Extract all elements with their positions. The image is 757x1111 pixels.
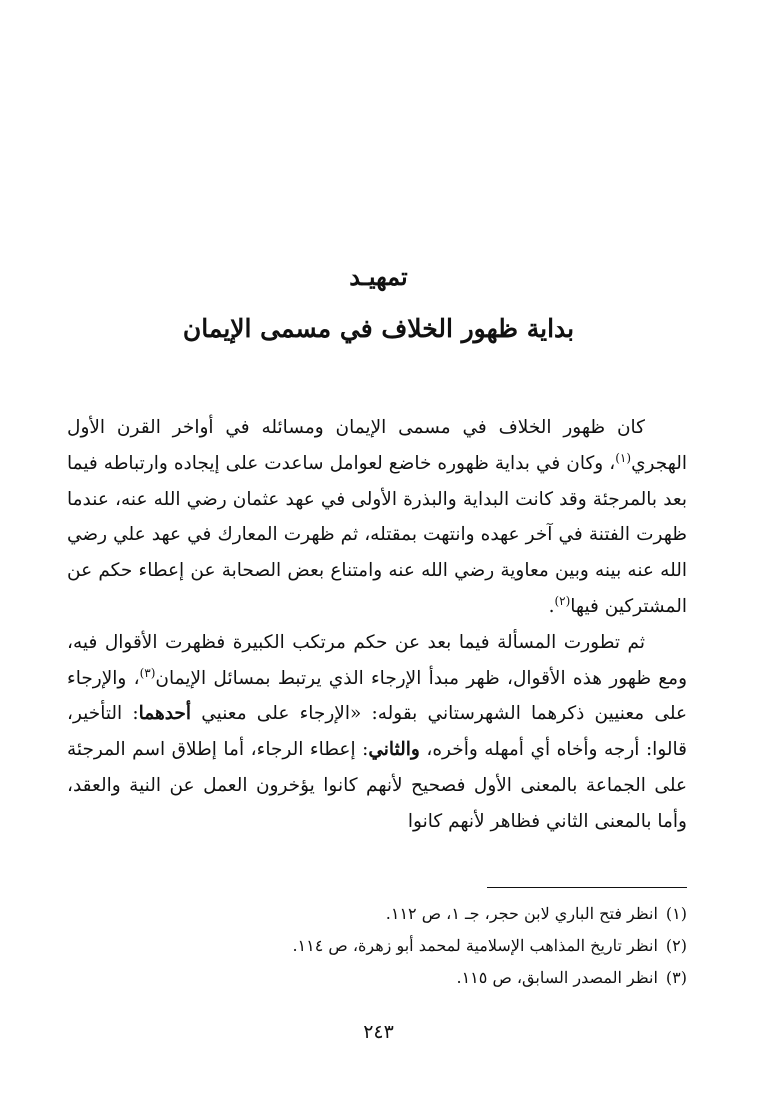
- footnote-divider: [487, 887, 687, 888]
- footnote-text: انظر المصدر السابق، ص ١١٥.: [456, 968, 658, 987]
- text-run: ، وكان في بداية ظهوره خاضع لعوامل ساعدت على إيجاده وارتباطه فيما بعد بالمرجئة وقد كانت البداية والبذرة الأولى في عهد عثمان رضي الله عنه، عندما ظهرت الفتنة في آخر عهده وانتهت بمقتله، ثم ظهرت المعارك في عهد علي رضي الله عنه بينه وبين معاوية رضي الله عنه وامتناع بعض الصحابة عن إعطاء حكم عن المشتركين فيها: [67, 452, 687, 617]
- bold-term: والثاني: [368, 739, 420, 761]
- footnotes: [67, 898, 687, 994]
- text-run: ، والإرجاء على معنيين ذكرهما الشهرستاني بقوله: «الإرجاء على معنيي: [67, 667, 687, 725]
- chapter-title: تمهيـد: [349, 262, 408, 291]
- footnote-number: (٣): [665, 968, 687, 987]
- bold-term: أحدهما: [138, 703, 191, 725]
- text-run: .: [548, 595, 555, 617]
- footnote-ref-1: (١): [615, 450, 632, 465]
- footnote-3: [67, 962, 687, 994]
- footnote-text: انظر فتح الباري لابن حجر، جـ ١، ص ١١٢.: [385, 904, 658, 923]
- footnote-ref-2: (٢): [554, 593, 571, 608]
- body-text: [67, 410, 687, 840]
- text-run: كان ظهور الخلاف في مسمى الإيمان ومسائله في أواخر القرن الأول الهجري: [67, 417, 687, 474]
- text-run: : إعطاء الرجاء، أما إطلاق اسم المرجئة على الجماعة بالمعنى الأول فصحيح لأنهم كانوا يؤخرون العمل عن النية والعقد، وأما بالمعنى الثاني فظاهر لأنهم كانوا: [67, 739, 687, 832]
- footnote-number: (١): [665, 904, 687, 923]
- chapter-subtitle: بداية ظهور الخلاف في مسمى الإيمان: [182, 314, 575, 343]
- paragraph-2: [67, 625, 687, 840]
- text-run: : التأخير، قالوا: أرجه وأخاه أي أمهله وأخره،: [67, 703, 687, 761]
- footnote-2: [67, 930, 687, 962]
- page-number: ٢٤٣: [363, 1021, 394, 1043]
- footnote-1: [67, 898, 687, 930]
- footnote-text: انظر تاريخ المذاهب الإسلامية لمحمد أبو زهرة، ص ١١٤.: [292, 936, 658, 955]
- text-run: ثم تطورت المسألة فيما بعد عن حكم مرتكب الكبيرة فظهرت الأقوال فيه، ومع ظهور هذه الأقوال، ظهر مبدأ الإرجاء الذي يرتبط بمسائل الإيمان: [67, 631, 687, 689]
- footnote-number: (٢): [665, 936, 687, 955]
- footnote-ref-3: (٣): [139, 665, 156, 680]
- paragraph-1: [67, 410, 687, 625]
